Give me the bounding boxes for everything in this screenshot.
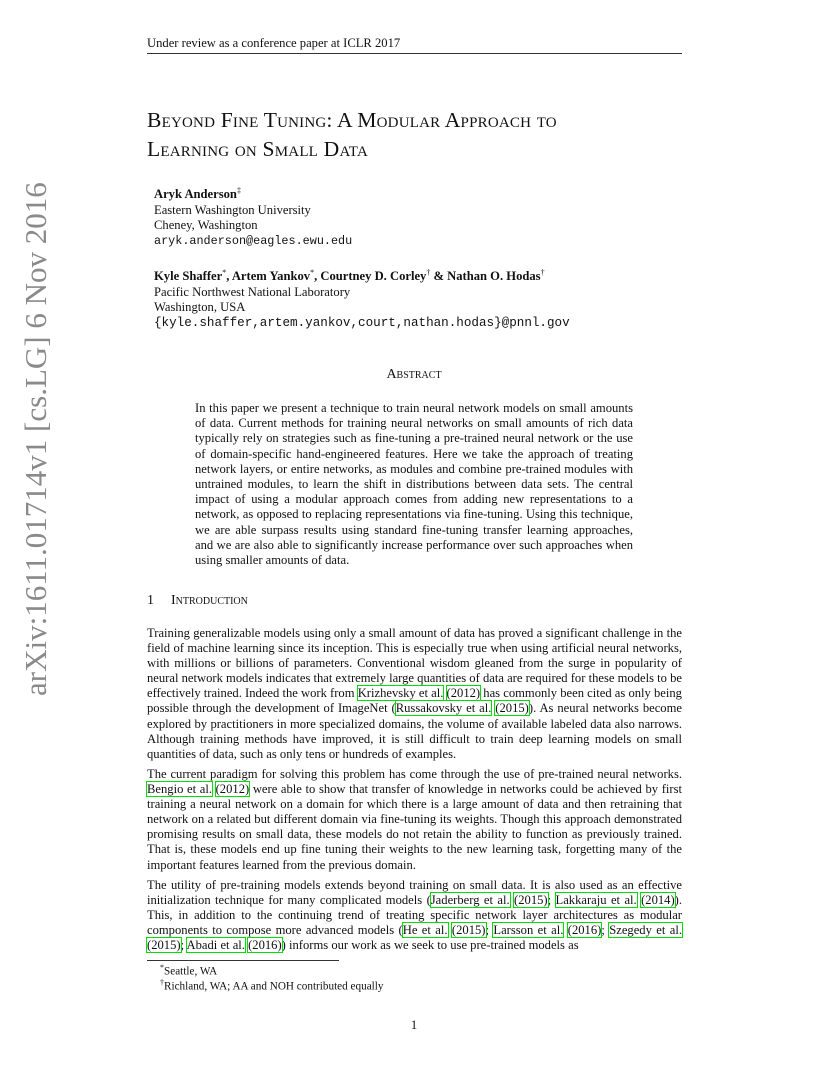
intro-paragraph-2 bbox=[147, 767, 682, 873]
citation-year-link[interactable]: (2015) bbox=[451, 923, 486, 938]
footnote-text: Seattle, WA bbox=[164, 965, 218, 978]
abstract-heading: Abstract bbox=[386, 367, 442, 382]
abstract-text: In this paper we present a technique to train neural network models on small amounts of data. Current methods for training neural networks on small amounts of rich data typically rely on strategies such as fine-tuning a pre-trained neural network or the use of domain-specific hand-engineered features. Here we take the approach of treating network layers, or entire networks, as modules and combine pre-trained modules with untrained modules, to learn the shift in distributions between data sets. The central impact of using a modular approach comes from adding new representations to a network, as opposed to replacing representations via fine-tuning. Using this technique, we are able surpass results using standard fine-tuning transfer learning approaches, and we are also able to significantly increase performance over such approaches when using smaller amounts of data. bbox=[195, 401, 633, 568]
section-title: Introduction bbox=[171, 593, 248, 608]
title-line-1: Beyond Fine Tuning: A Modular Approach to bbox=[147, 108, 557, 132]
paragraph-text: The utility of pre-training models extends beyond training on small data. It is also used as an effective initialization technique for many complicated models ( bbox=[147, 878, 682, 908]
intro-paragraph-1 bbox=[147, 626, 682, 762]
author-mark: † bbox=[426, 268, 431, 277]
author-mark: † bbox=[540, 268, 545, 277]
citation-link[interactable]: Russakovsky et al. bbox=[395, 701, 492, 716]
footnote-mark: † bbox=[160, 978, 164, 987]
section-heading bbox=[147, 593, 248, 609]
citation-separator: ; bbox=[547, 893, 556, 908]
paragraph-text: The current paradigm for solving this problem has come through the use of pre-trained neural networks. bbox=[147, 767, 682, 781]
author-email: aryk.anderson@eagles.ewu.edu bbox=[154, 233, 353, 248]
author-location: Cheney, Washington bbox=[154, 218, 258, 233]
author-mark: ‡ bbox=[236, 186, 241, 195]
author-name: Kyle Shaffer bbox=[154, 269, 223, 284]
author-name: Artem Yankov bbox=[231, 269, 311, 284]
paragraph-text: has commonly been cited as only being possible through the development of ImageNet ( bbox=[147, 686, 682, 716]
author-mark: * bbox=[310, 268, 315, 277]
citation-year-link[interactable]: (2012) bbox=[215, 782, 250, 797]
paper-title bbox=[147, 106, 707, 164]
running-header: Under review as a conference paper at ICLR 2017 bbox=[147, 36, 401, 50]
paragraph-text: Training generalizable models using only a small amount of data has proved a significant challenge in the field of machine learning since its inception. This is especially true when using artificial neural networks, with millions or billions of parameters. Conventional wisdom gleaned from the surge in popularity of neural network models indicates that extremely large quantities of data are required for these models to be effectively trained. Indeed the work from bbox=[147, 626, 682, 701]
author-email: {kyle.shaffer,artem.yankov,court,nathan.hodas}@pnnl.gov bbox=[154, 315, 570, 330]
paragraph-text: ). As neural networks become explored by practitioners in more specialized domains, the volume of available labeled data also narrows. Although training methods have improved, it is still difficult to train deep learning models on small quantities of data, such as only tens or hundreds of examples. bbox=[147, 701, 682, 761]
citation-link[interactable]: Bengio et al. bbox=[147, 782, 212, 797]
citation-link[interactable]: Jaderberg et al. bbox=[430, 893, 510, 908]
citation-link[interactable]: Krizhevsky et al. bbox=[357, 686, 444, 701]
citation-year-link[interactable]: (2014) bbox=[641, 893, 675, 908]
paragraph-text: ). This, in addition to the continuing trend of treating specific network layer architectures as modular components to compose more advanced models ( bbox=[147, 893, 683, 938]
footnote-1 bbox=[160, 963, 217, 978]
citation-link[interactable]: Larsson et al. bbox=[493, 923, 564, 938]
citation-separator: ; bbox=[180, 938, 187, 953]
arxiv-watermark: arXiv:1611.01714v1 [cs.LG] 6 Nov 2016 bbox=[18, 182, 53, 696]
author-block-2: Kyle Shaffer*, Artem Yankov*, Courtney D. Corley† & Nathan O. Hodas† Pacific Northwest National Laboratory Washington, USA {kyle.shaffer,artem.yankov,court,nathan.hodas}@pnnl.gov bbox=[154, 268, 570, 330]
page-number: 1 bbox=[410, 1018, 418, 1032]
citation-year-link[interactable]: (2015) bbox=[514, 893, 548, 908]
paragraph-text: were able to show that transfer of knowledge in networks could be achieved by first training a neural network on a domain for which there is a large amount of data and then retraining that network on a related but different domain via fine-tuning its weights. Though this approach demonstrated promising results on small data, these models do not retain the ability to function as previously trained. That is, these models end up fine tuning their weights to the new learning task, forgetting many of the important features learned from the previous domain. bbox=[147, 782, 682, 872]
footnote-2 bbox=[160, 978, 383, 993]
citation-link[interactable]: Szegedy et al. bbox=[609, 923, 682, 938]
citation-separator: ; bbox=[485, 923, 494, 938]
author-name: Aryk Anderson bbox=[154, 187, 237, 202]
citation-year-link[interactable]: (2016) bbox=[248, 938, 282, 953]
author-block-1 bbox=[154, 183, 352, 250]
citation-link[interactable]: He et al. bbox=[402, 923, 448, 938]
citation-separator: ; bbox=[601, 923, 610, 938]
citation-year-link[interactable]: (2012) bbox=[446, 686, 481, 701]
title-line-2: Learning on Small Data bbox=[147, 137, 369, 161]
footnote-rule bbox=[147, 960, 339, 961]
author-mark: * bbox=[222, 268, 227, 277]
citation-link[interactable]: Abadi et al. bbox=[186, 938, 245, 953]
intro-paragraph-3 bbox=[147, 878, 682, 953]
author-name: Courtney D. Corley bbox=[320, 269, 427, 284]
paragraph-text: ) informs our work as we seek to use pre-trained models as bbox=[281, 938, 579, 953]
author-affiliation: Pacific Northwest National Laboratory bbox=[154, 284, 351, 299]
author-name: Nathan O. Hodas bbox=[447, 269, 541, 284]
section-number: 1 bbox=[147, 593, 154, 608]
header-rule bbox=[147, 53, 682, 54]
citation-year-link[interactable]: (2016) bbox=[567, 923, 602, 938]
footnote-text: Richland, WA; AA and NOH contributed equally bbox=[164, 980, 384, 993]
citation-link[interactable]: Lakkaraju et al. bbox=[555, 893, 637, 908]
footnote-mark: * bbox=[160, 963, 164, 972]
citation-year-link[interactable]: (2015) bbox=[147, 938, 181, 953]
author-location: Washington, USA bbox=[154, 300, 246, 315]
citation-year-link[interactable]: (2015) bbox=[495, 701, 529, 716]
author-affiliation: Eastern Washington University bbox=[154, 202, 311, 217]
